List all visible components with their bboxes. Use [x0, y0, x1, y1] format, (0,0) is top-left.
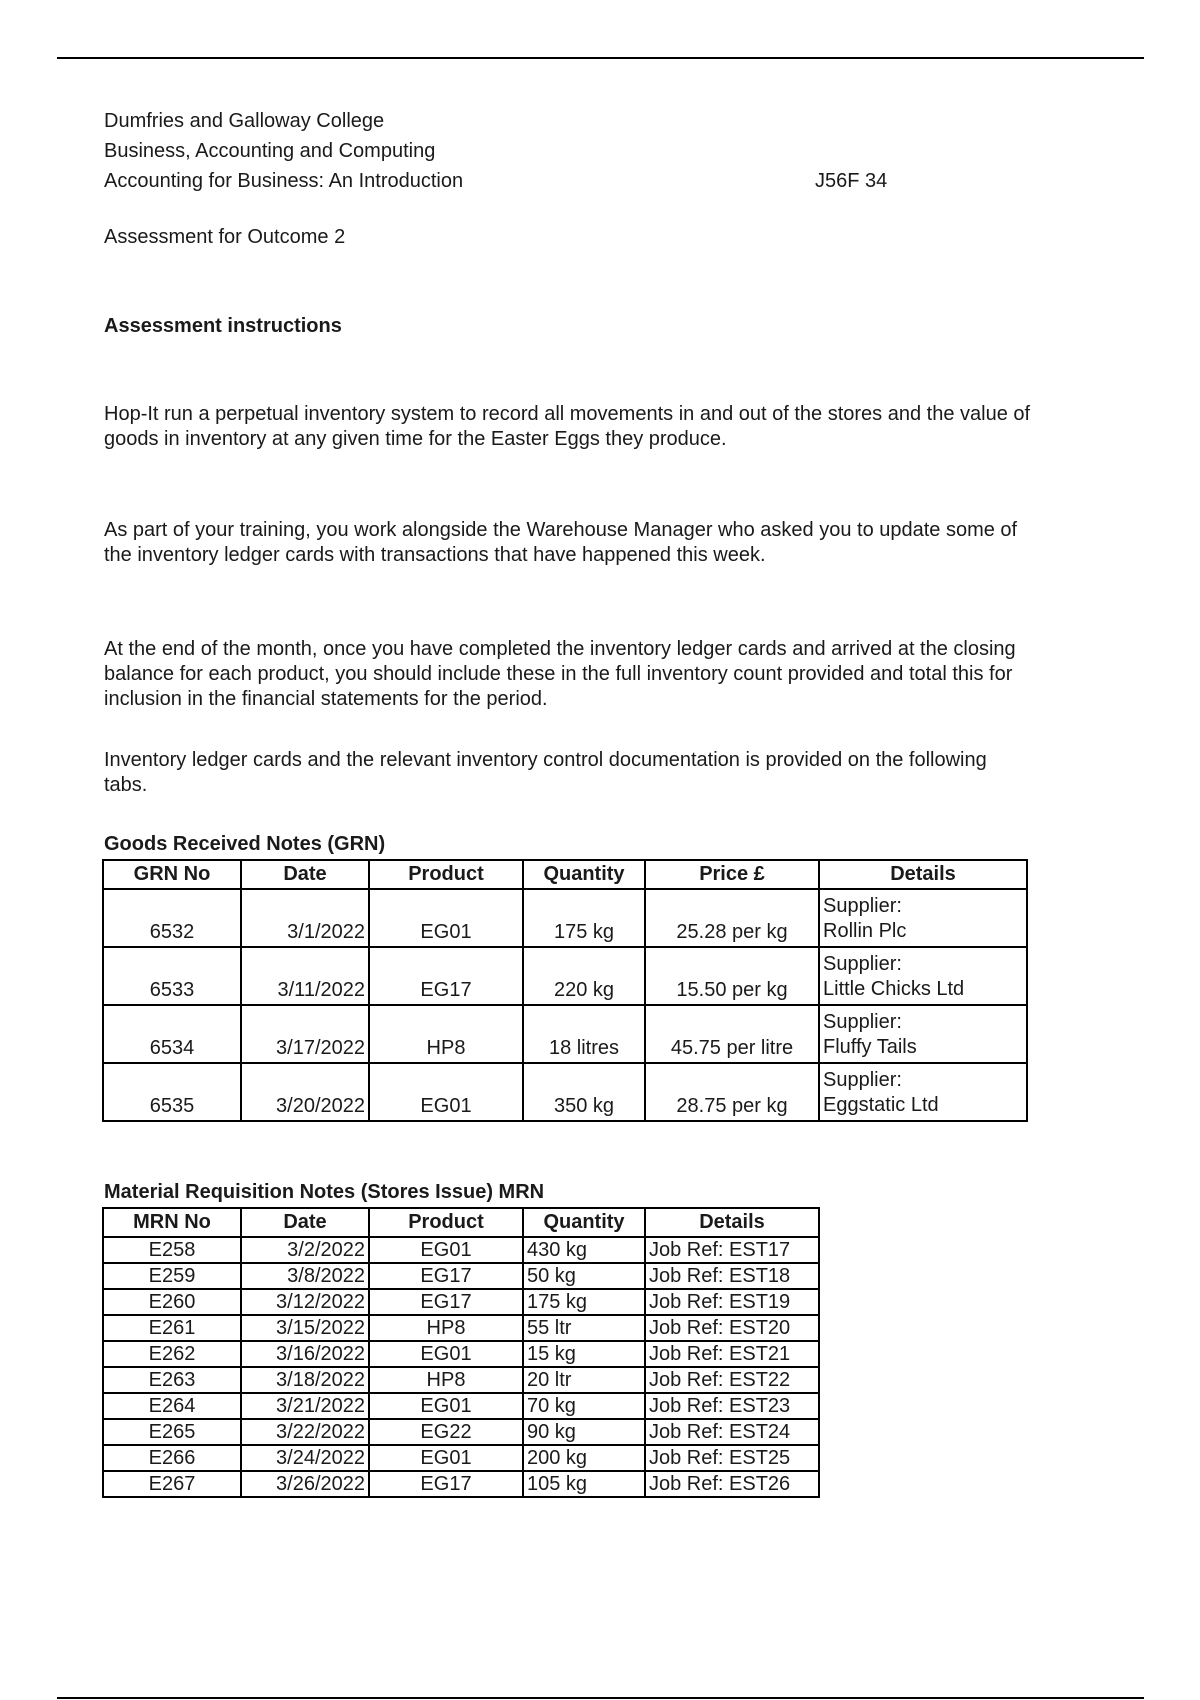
mrn-quantity: 90 kg [523, 1419, 645, 1445]
college-name: Dumfries and Galloway College [104, 110, 385, 132]
grn-date: 3/17/2022 [241, 1005, 369, 1063]
mrn-quantity: 430 kg [523, 1237, 645, 1263]
mrn-number: E259 [103, 1263, 241, 1289]
grn-col-header: GRN No [103, 860, 241, 889]
mrn-quantity: 50 kg [523, 1263, 645, 1289]
mrn-number: E267 [103, 1471, 241, 1497]
grn-price: 45.75 per litre [645, 1005, 819, 1063]
table-row [103, 1419, 819, 1445]
mrn-details: Job Ref: EST23 [645, 1393, 819, 1419]
mrn-number: E266 [103, 1445, 241, 1471]
grn-col-header: Product [369, 860, 523, 889]
mrn-date: 3/15/2022 [241, 1315, 369, 1341]
mrn-details: Job Ref: EST25 [645, 1445, 819, 1471]
unit-code: J56F 34 [815, 170, 888, 192]
mrn-product: EG01 [369, 1341, 523, 1367]
grn-details [819, 1063, 1027, 1121]
mrn-col-header: Quantity [523, 1208, 645, 1237]
grn-col-header: Price £ [645, 860, 819, 889]
mrn-quantity: 20 ltr [523, 1367, 645, 1393]
mrn-date: 3/16/2022 [241, 1341, 369, 1367]
mrn-product: EG17 [369, 1263, 523, 1289]
grn-col-header: Details [819, 860, 1027, 889]
grn-price: 28.75 per kg [645, 1063, 819, 1121]
grn-supplier: Rollin Plc [823, 920, 907, 942]
grn-number: 6535 [103, 1063, 241, 1121]
mrn-number: E260 [103, 1289, 241, 1315]
mrn-product: EG22 [369, 1419, 523, 1445]
mrn-date: 3/2/2022 [241, 1237, 369, 1263]
mrn-number: E258 [103, 1237, 241, 1263]
mrn-product: EG01 [369, 1393, 523, 1419]
bottom-rule [57, 1697, 1144, 1699]
table-row [103, 1367, 819, 1393]
grn-table [102, 859, 1028, 1122]
mrn-quantity: 200 kg [523, 1445, 645, 1471]
grn-quantity: 220 kg [523, 947, 645, 1005]
course-name: Accounting for Business: An Introduction [104, 170, 464, 192]
grn-details [819, 889, 1027, 947]
mrn-product: EG17 [369, 1289, 523, 1315]
mrn-date: 3/12/2022 [241, 1289, 369, 1315]
instruction-paragraph: Hop-It run a perpetual inventory system to record all movements in and out of the stores and the value of goods in inventory at any given time for the Easter Eggs they produce. [104, 403, 1031, 450]
mrn-col-header: Date [241, 1208, 369, 1237]
mrn-col-header: MRN No [103, 1208, 241, 1237]
mrn-quantity: 15 kg [523, 1341, 645, 1367]
mrn-date: 3/24/2022 [241, 1445, 369, 1471]
mrn-product: EG01 [369, 1237, 523, 1263]
table-row [103, 1063, 1027, 1121]
grn-col-header: Date [241, 860, 369, 889]
department-name: Business, Accounting and Computing [104, 140, 436, 162]
mrn-product: EG01 [369, 1445, 523, 1471]
top-rule [57, 57, 1144, 59]
grn-col-header: Quantity [523, 860, 645, 889]
mrn-header-row [103, 1208, 819, 1237]
grn-price: 15.50 per kg [645, 947, 819, 1005]
grn-supplier: Little Chicks Ltd [823, 978, 965, 1000]
grn-product: EG01 [369, 1063, 523, 1121]
grn-product: HP8 [369, 1005, 523, 1063]
mrn-details: Job Ref: EST22 [645, 1367, 819, 1393]
mrn-number: E265 [103, 1419, 241, 1445]
grn-number: 6533 [103, 947, 241, 1005]
mrn-date: 3/21/2022 [241, 1393, 369, 1419]
instruction-paragraph: As part of your training, you work alongside the Warehouse Manager who asked you to update some of the inventory ledger cards with transactions that have happened this week. [104, 519, 1018, 566]
mrn-details: Job Ref: EST18 [645, 1263, 819, 1289]
mrn-number: E261 [103, 1315, 241, 1341]
mrn-number: E262 [103, 1341, 241, 1367]
mrn-details: Job Ref: EST19 [645, 1289, 819, 1315]
grn-details-label: Supplier: [823, 1069, 902, 1091]
mrn-quantity: 55 ltr [523, 1315, 645, 1341]
table-row [103, 1341, 819, 1367]
grn-supplier: Eggstatic Ltd [823, 1094, 939, 1116]
grn-details-label: Supplier: [823, 1011, 902, 1033]
mrn-product: HP8 [369, 1367, 523, 1393]
grn-price: 25.28 per kg [645, 889, 819, 947]
table-row [103, 1471, 819, 1497]
instruction-paragraph: At the end of the month, once you have completed the inventory ledger cards and arrived at the closing balance for each product, you should include these in the full inventory count provided and total this for inclusion in the financial statements for the period. [104, 638, 1016, 710]
instructions-heading: Assessment instructions [104, 315, 342, 337]
mrn-number: E263 [103, 1367, 241, 1393]
mrn-col-header: Details [645, 1208, 819, 1237]
grn-details-label: Supplier: [823, 953, 902, 975]
mrn-product: EG17 [369, 1471, 523, 1497]
grn-quantity: 175 kg [523, 889, 645, 947]
grn-quantity: 350 kg [523, 1063, 645, 1121]
table-row [103, 1237, 819, 1263]
table-row [103, 1445, 819, 1471]
assessment-title: Assessment for Outcome 2 [104, 226, 346, 248]
mrn-date: 3/8/2022 [241, 1263, 369, 1289]
grn-details [819, 947, 1027, 1005]
mrn-quantity: 105 kg [523, 1471, 645, 1497]
grn-product: EG17 [369, 947, 523, 1005]
mrn-product: HP8 [369, 1315, 523, 1341]
grn-number: 6534 [103, 1005, 241, 1063]
table-row [103, 889, 1027, 947]
grn-supplier: Fluffy Tails [823, 1036, 917, 1058]
mrn-col-header: Product [369, 1208, 523, 1237]
grn-table-title: Goods Received Notes (GRN) [104, 833, 386, 855]
table-row [103, 1005, 1027, 1063]
grn-product: EG01 [369, 889, 523, 947]
instruction-paragraph: Inventory ledger cards and the relevant inventory control documentation is provided on the following tabs. [104, 749, 987, 796]
mrn-table [102, 1207, 820, 1498]
mrn-quantity: 70 kg [523, 1393, 645, 1419]
mrn-date: 3/22/2022 [241, 1419, 369, 1445]
grn-number: 6532 [103, 889, 241, 947]
mrn-date: 3/18/2022 [241, 1367, 369, 1393]
mrn-details: Job Ref: EST24 [645, 1419, 819, 1445]
grn-quantity: 18 litres [523, 1005, 645, 1063]
mrn-table-title: Material Requisition Notes (Stores Issue) MRN [104, 1181, 545, 1203]
mrn-details: Job Ref: EST20 [645, 1315, 819, 1341]
table-row [103, 1263, 819, 1289]
table-row [103, 1289, 819, 1315]
mrn-details: Job Ref: EST21 [645, 1341, 819, 1367]
grn-date: 3/20/2022 [241, 1063, 369, 1121]
table-row [103, 1393, 819, 1419]
mrn-details: Job Ref: EST17 [645, 1237, 819, 1263]
table-row [103, 1315, 819, 1341]
mrn-date: 3/26/2022 [241, 1471, 369, 1497]
table-row [103, 947, 1027, 1005]
grn-date: 3/1/2022 [241, 889, 369, 947]
grn-details-label: Supplier: [823, 895, 902, 917]
mrn-number: E264 [103, 1393, 241, 1419]
grn-date: 3/11/2022 [241, 947, 369, 1005]
mrn-quantity: 175 kg [523, 1289, 645, 1315]
mrn-details: Job Ref: EST26 [645, 1471, 819, 1497]
grn-details [819, 1005, 1027, 1063]
grn-header-row [103, 860, 1027, 889]
